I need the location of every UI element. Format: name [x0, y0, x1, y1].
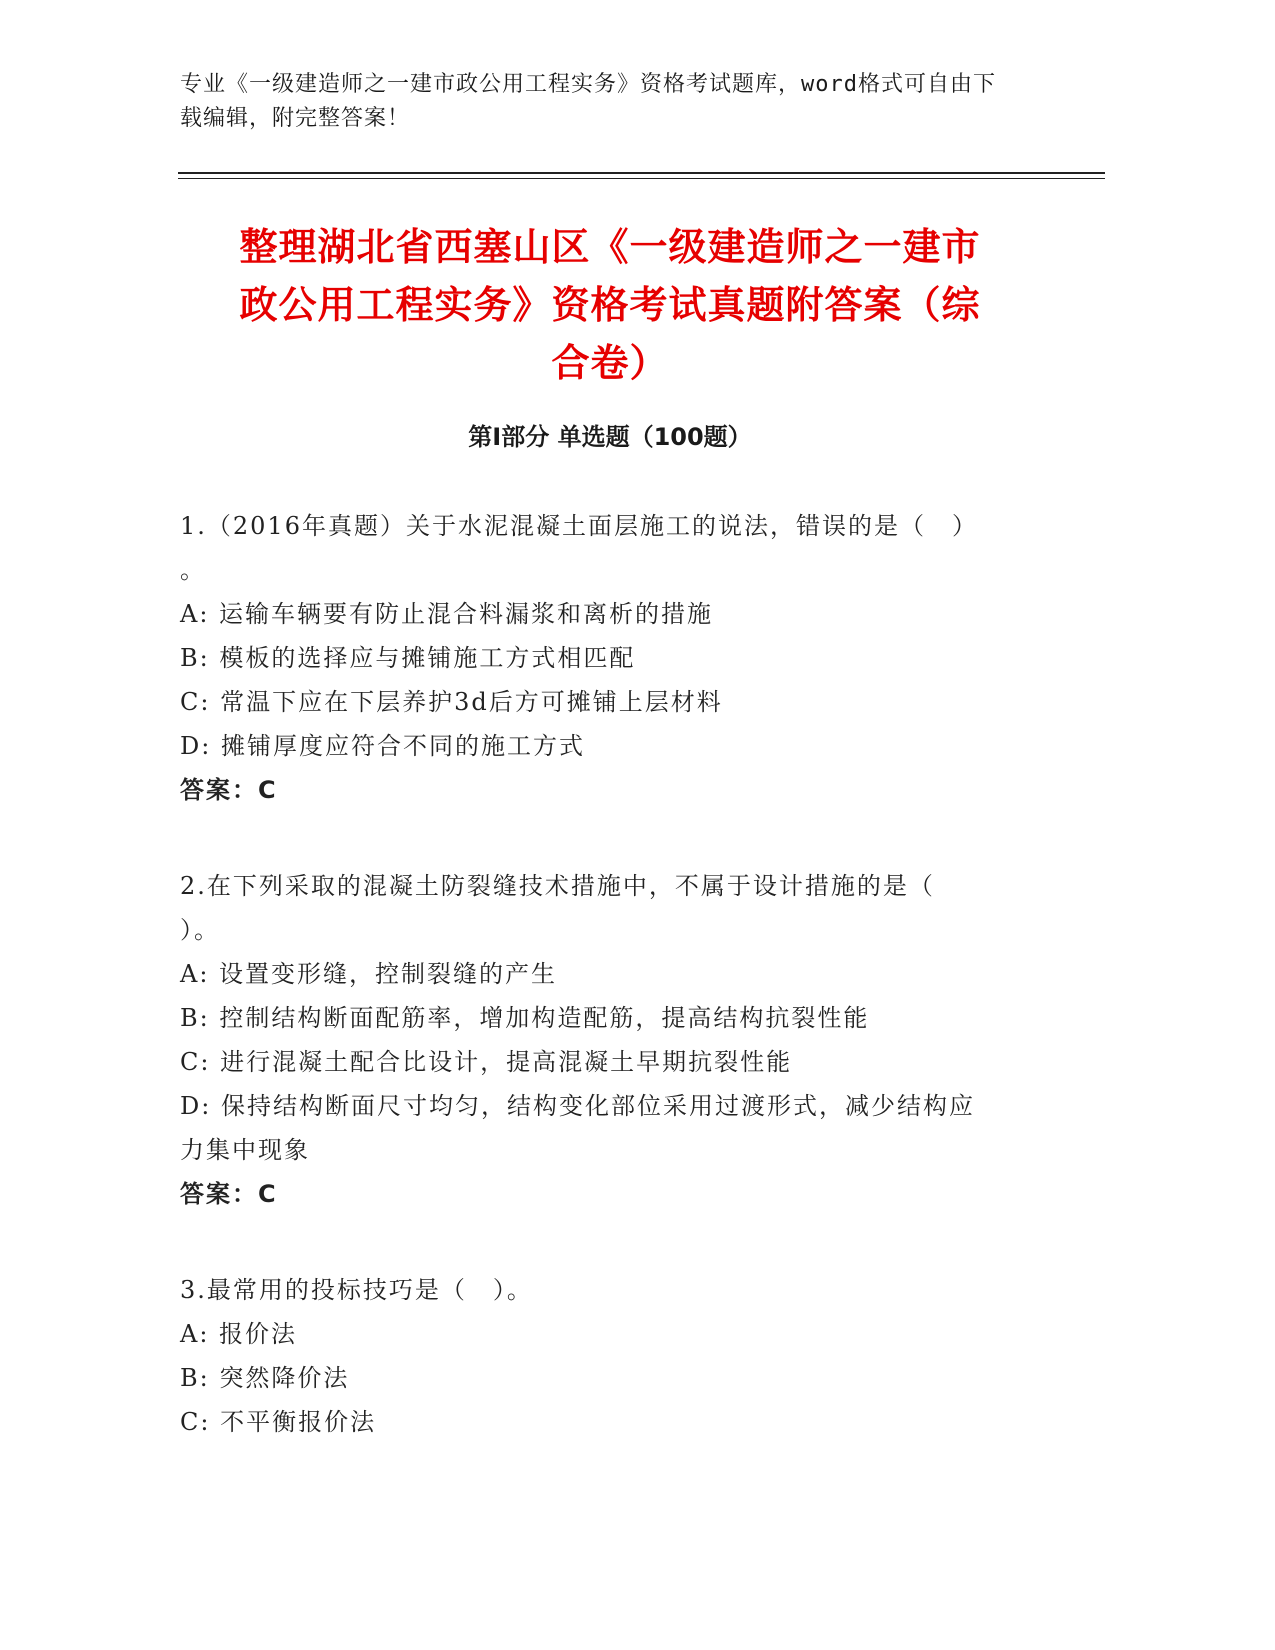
header-note-line2: 载编辑，附完整答案！ [180, 106, 411, 131]
title-line3: 合卷） [551, 341, 669, 385]
option-a: A: 设置变形缝，控制裂缝的产生 [180, 960, 558, 988]
section-heading: 第Ⅰ部分 单选题（100题） [468, 423, 752, 451]
option-d-continued: 力集中现象 [180, 1136, 310, 1164]
question-2 [180, 864, 1030, 1216]
question-1 [180, 504, 1030, 812]
option-c: C: 进行混凝土配合比设计，提高混凝土早期抗裂性能 [180, 1048, 793, 1076]
question-stem-continued: 。 [180, 556, 206, 584]
option-b: B: 模板的选择应与摊铺施工方式相匹配 [180, 644, 636, 672]
question-list [180, 504, 1030, 1496]
question-stem: 1.（2016年真题）关于水泥混凝土面层施工的说法，错误的是（ ） [180, 512, 978, 540]
option-a: A: 运输车辆要有防止混合料漏浆和离析的措施 [180, 600, 714, 628]
answer: 答案：C [180, 776, 278, 804]
option-d: D: 保持结构断面尺寸均匀，结构变化部位采用过渡形式，减少结构应 [180, 1092, 975, 1120]
header-divider-thin [178, 178, 1105, 179]
header-divider-thick [178, 172, 1105, 174]
document-title [180, 218, 1040, 392]
header-note [180, 68, 1040, 136]
question-stem: 3.最常用的投标技巧是（ ）。 [180, 1276, 533, 1304]
question-stem: 2.在下列采取的混凝土防裂缝技术措施中，不属于设计措施的是（ [180, 872, 935, 900]
option-b: B: 突然降价法 [180, 1364, 350, 1392]
option-a: A: 报价法 [180, 1320, 298, 1348]
question-stem-continued: ）。 [180, 916, 220, 944]
answer: 答案：C [180, 1180, 278, 1208]
option-c: C: 不平衡报价法 [180, 1408, 377, 1436]
option-c: C: 常温下应在下层养护3d后方可摊铺上层材料 [180, 688, 723, 716]
title-line2: 政公用工程实务》资格考试真题附答案（综 [239, 283, 981, 327]
question-3 [180, 1268, 1030, 1444]
header-note-line1: 专业《一级建造师之一建市政公用工程实务》资格考试题库，word格式可自由下 [180, 72, 996, 97]
title-line1: 整理湖北省西塞山区《一级建造师之一建市 [239, 225, 981, 269]
option-b: B: 控制结构断面配筋率，增加构造配筋，提高结构抗裂性能 [180, 1004, 870, 1032]
option-d: D: 摊铺厚度应符合不同的施工方式 [180, 732, 585, 760]
